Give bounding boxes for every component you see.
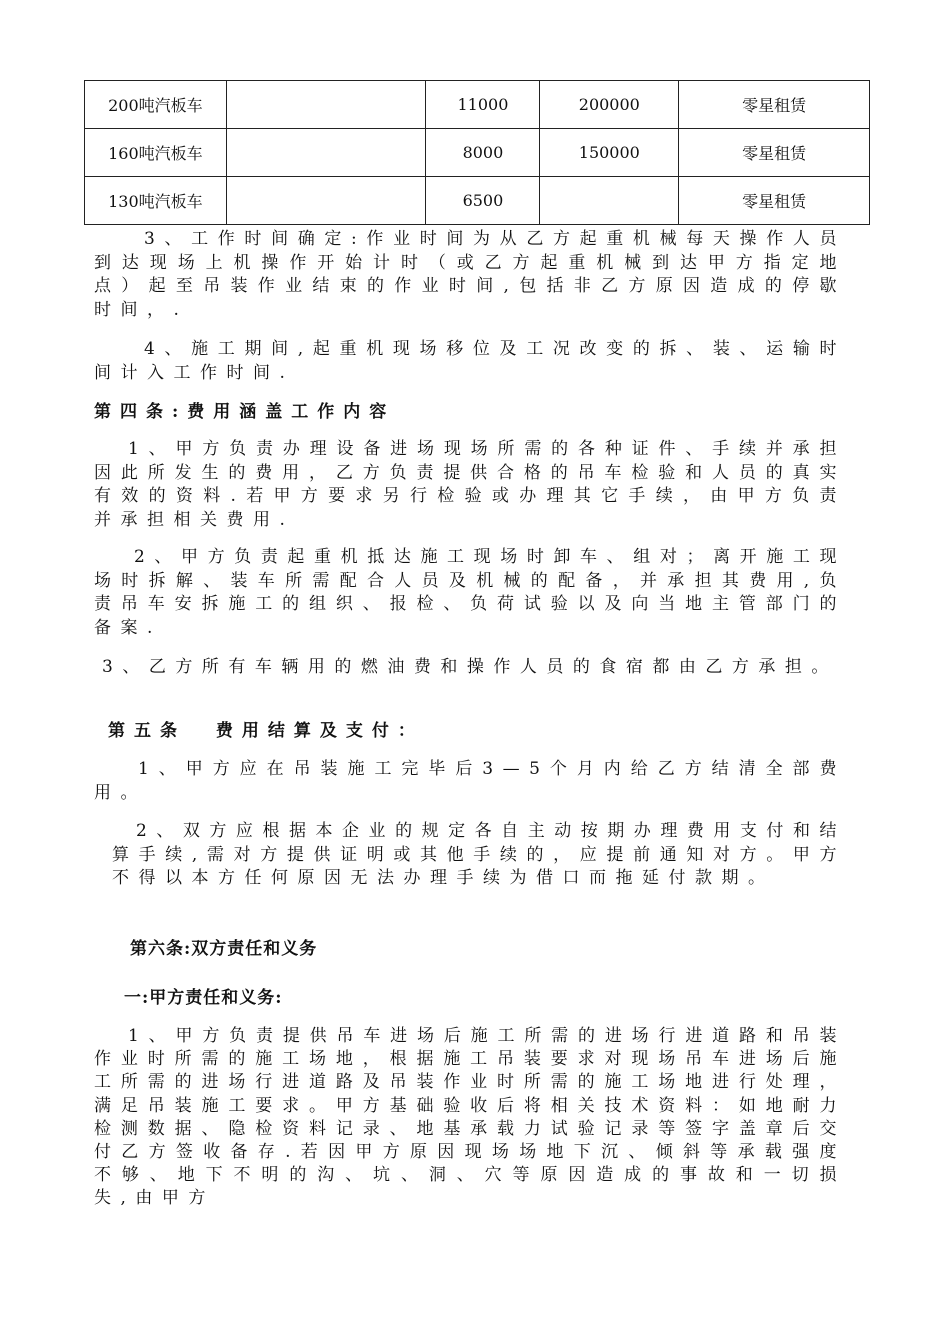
clause-4-3: 3、乙方所有车辆用的燃油费和操作人员的食宿都由乙方承担。 <box>102 657 838 677</box>
clause-4-1: 1、甲方负责办理设备进场现场所需的各种证件、手续并承担因此所发生的费用，乙方负责提供合格的吊车检验和人员的真实有效的资料.若甲方要求另行检验或办理其它手续，由甲方负责并承担相关费用. <box>94 439 846 530</box>
table-row <box>85 177 870 225</box>
table-cell: 130吨汽板车 <box>85 177 227 225</box>
clause-work-time: 3、工作时间确定:作业时间为从乙方起重机械每天操作人员到达现场上机操作开始计时（或乙方起重机械到达甲方指定地点）起至吊装作业结束的作业时间,包括非乙方原因造成的停歇时间，. <box>94 229 846 320</box>
table-cell: 150000 <box>540 129 679 177</box>
clause-5-1: 1、甲方应在吊装施工完毕后3—5个月内给乙方结清全部费用。 <box>94 759 846 803</box>
table-cell: 11000 <box>426 81 540 129</box>
table-cell: 200吨汽板车 <box>85 81 227 129</box>
article-4-heading: 第四条:费用涵盖工作内容 <box>94 402 396 422</box>
table-cell: 零星租赁 <box>679 177 870 225</box>
table-cell <box>540 177 679 225</box>
table-cell: 零星租赁 <box>679 129 870 177</box>
clause-construction-period: 4、施工期间,起重机现场移位及工况改变的拆、装、运输时间计入工作时间. <box>94 339 846 383</box>
table-cell: 200000 <box>540 81 679 129</box>
clause-4-2: 2、甲方负责起重机抵达施工现场时卸车、组对；离开施工现场时拆解、装车所需配合人员及机械的配备，并承担其费用,负责吊车安拆施工的组织、报检、负荷试验以及向当地主管部门的备案. <box>94 547 846 638</box>
table-cell <box>226 81 426 129</box>
table-cell: 6500 <box>426 177 540 225</box>
clause-6-1: 1、甲方负责提供吊车进场后施工所需的进场行进道路和吊装作业时所需的施工场地，根据施工吊装要求对现场吊车进场后施工所需的进场行进道路及吊装作业时所需的施工场地进行处理，满足吊装施工要求。甲方基础验收后将相关技术资料：如地耐力检测数据、隐检资料记录、地基承载力试验记录等签字盖章后交付乙方签收备存.若因甲方原因现场场地下沉、倾斜等承载强度不够、地下不明的沟、坑、洞、穴等原因造成的事故和一切损失,由甲方 <box>94 1026 846 1209</box>
table-cell <box>226 129 426 177</box>
party-a-duties-subheading: 一:甲方责任和义务: <box>124 988 283 1008</box>
crane-rate-table <box>84 80 870 225</box>
table-cell: 8000 <box>426 129 540 177</box>
article-6-heading: 第六条:双方责任和义务 <box>130 939 318 959</box>
table-cell: 零星租赁 <box>679 81 870 129</box>
table-cell: 160吨汽板车 <box>85 129 227 177</box>
table-row <box>85 129 870 177</box>
clause-5-2: 2、双方应根据本企业的规定各自主动按期办理费用支付和结算手续,需对方提供证明或其他手续的，应提前通知对方。甲方不得以本方任何原因无法办理手续为借口而拖延付款期。 <box>112 821 846 888</box>
table-cell <box>226 177 426 225</box>
article-5-heading: 第五条 费用结算及支付： <box>108 721 424 741</box>
table-row <box>85 81 870 129</box>
